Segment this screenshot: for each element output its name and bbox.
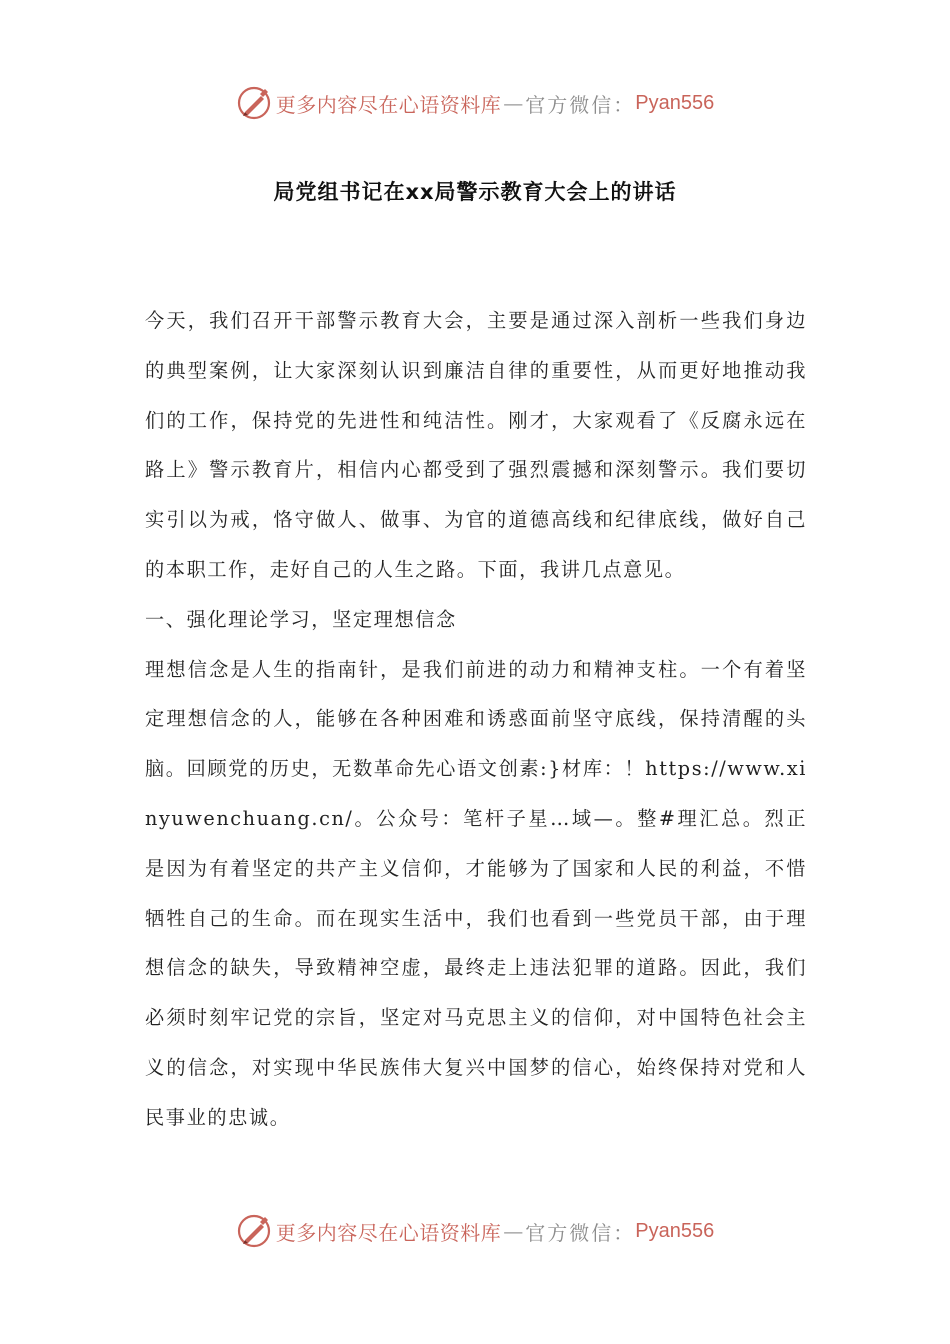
paragraph-intro: 今天，我们召开干部警示教育大会，主要是通过深入剖析一些我们身边的典型案例，让大家深刻认识到廉洁自律的重要性，从而更好地推动我们的工作，保持党的先进性和纯洁性。刚才，大家观看了《反腐永远在路上》警示教育片，相信内心都受到了强烈震撼和深刻警示。我们要切实引以为戒，恪守做人、做事、为官的道德高线和纪律底线，做好自己的本职工作，走好自己的人生之路。下面，我讲几点意见。 — [145, 309, 807, 581]
banner-wechat-label: 官方微信： — [525, 92, 636, 117]
watermark-banner-bottom — [0, 1211, 950, 1251]
banner-separator: — — [503, 1219, 524, 1243]
document-title: 局党组书记在xx局警示教育大会上的讲话 — [273, 180, 677, 204]
paragraph-ideals: 理想信念是人生的指南针，是我们前进的动力和精神支柱。一个有着坚定理想信念的人，能够在各种困难和诱惑面前坚守底线，保持清醒的头脑。回顾党的历史，无数革命先心语文创素:}材库：！https://www.xinyuwenchuang.cn/。公众号：笔杆子星…域—。整#理汇总。烈正是因为有着坚定的共产主义信仰，才能够为了国家和人民的利益，不惜牺牲自己的生命。而在现实生活中，我们也看到一些党员干部，由于理想信念的缺失，导致精神空虚，最终走上违法犯罪的道路。因此，我们必须时刻牢记党的宗旨，坚定对马克思主义的信仰，对中国特色社会主义的信念，对实现中华民族伟大复兴中国梦的信心，始终保持对党和人民事业的忠诚。 — [145, 657, 807, 1129]
section-heading: 一、强化理论学习，坚定理想信念 — [145, 607, 457, 631]
watermark-banner-top — [0, 83, 950, 123]
banner-text: 更多内容尽在心语资料库 — [275, 92, 502, 117]
pen-logo-icon — [236, 1213, 272, 1249]
banner-wechat-label: 官方微信： — [525, 1220, 636, 1245]
pen-logo-icon — [236, 85, 272, 121]
banner-separator: — — [503, 91, 524, 115]
document-body — [145, 296, 807, 1143]
banner-wechat-id: Pyan556 — [635, 1219, 715, 1242]
banner-wechat-id: Pyan556 — [635, 91, 715, 114]
banner-text: 更多内容尽在心语资料库 — [275, 1220, 502, 1245]
